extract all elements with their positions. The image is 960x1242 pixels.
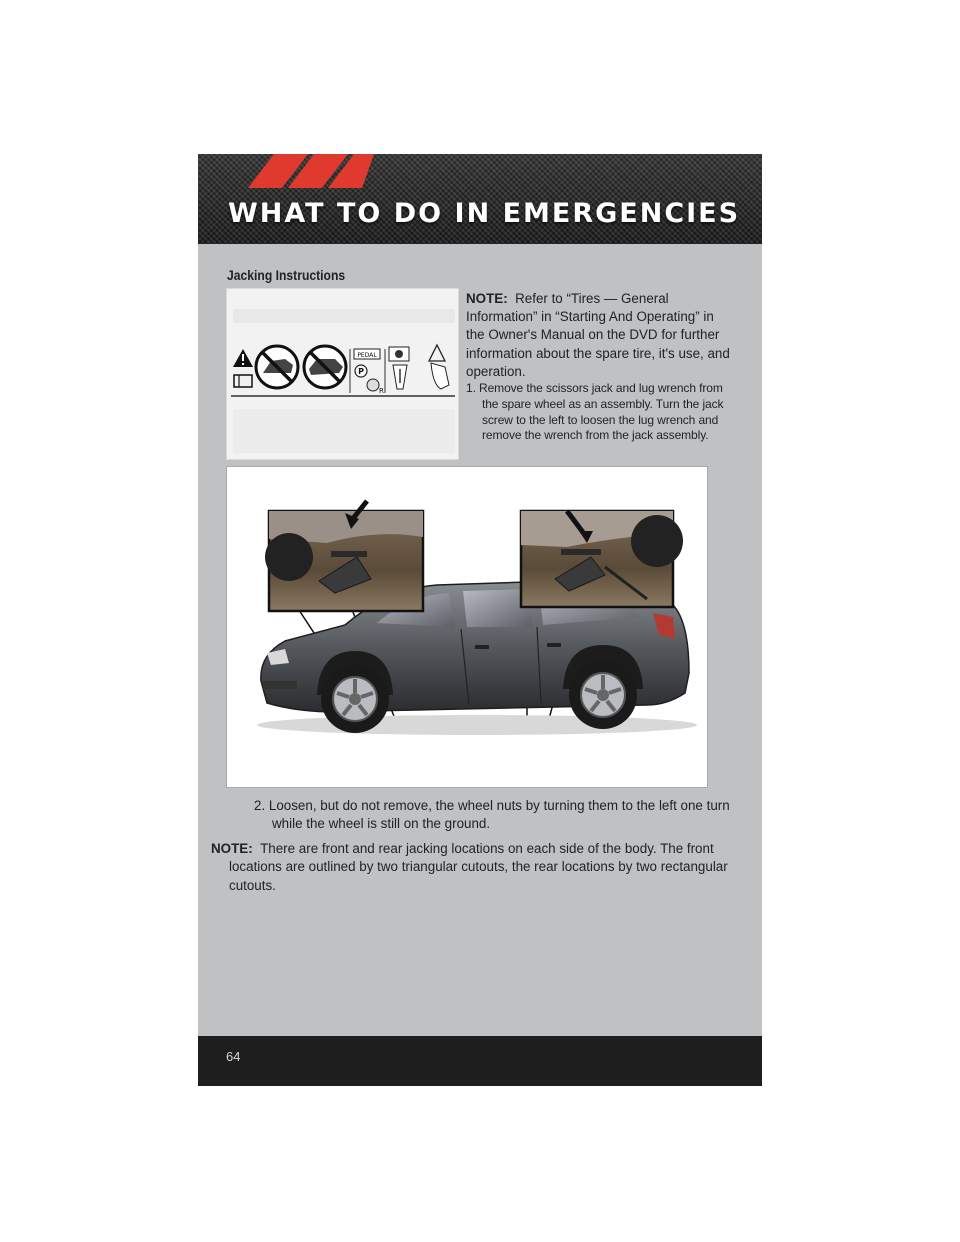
no-crawling-under-car-icon <box>256 346 298 388</box>
note-block <box>466 290 730 444</box>
warning-label-photo <box>226 288 459 460</box>
step-2: 2. Loosen, but do not remove, the wheel nuts by turning them to the left one turn while the wheel is still on the ground. <box>254 798 730 832</box>
footer-bar <box>198 1036 762 1086</box>
page-title: WHAT TO DO IN EMERGENCIES <box>228 198 741 229</box>
note-text: Refer to “Tires — General Information” in “Starting And Operating” in the Owner's Manual on the DVD for further information about the spare tire, it's use, and operation. <box>466 291 730 379</box>
section-heading: Jacking Instructions <box>227 268 346 283</box>
note2-text: There are front and rear jacking locations on each side of the body. The front locations are outlined by two triangular cutouts, the rear locations by two rectangular cutouts. <box>229 841 728 893</box>
rear-jack-point-photo <box>521 511 683 607</box>
note2-label: NOTE: <box>211 841 253 856</box>
park-letter: P <box>358 367 364 376</box>
front-jack-point-photo <box>265 501 423 611</box>
step-1: 1. Remove the scissors jack and lug wrench from the spare wheel as an assembly. Turn the jack screw to the left to loosen the lug wrench and remove the wrench from the jack assembly. <box>466 381 724 443</box>
jacking-locations-note <box>211 840 733 895</box>
note-label: NOTE: <box>466 291 508 306</box>
page-number: 64 <box>226 1049 241 1064</box>
pedal-text: PEDAL <box>357 352 377 359</box>
racing-stripes-icon <box>244 154 374 188</box>
reverse-letter: R <box>379 387 384 395</box>
jacking-locations-illustration <box>226 466 708 788</box>
car-jacking-diagram <box>227 467 707 787</box>
header-banner <box>198 154 762 244</box>
jack-warning-label-image <box>227 289 458 459</box>
manual-page <box>198 154 762 1086</box>
no-lying-under-car-icon <box>304 346 346 388</box>
